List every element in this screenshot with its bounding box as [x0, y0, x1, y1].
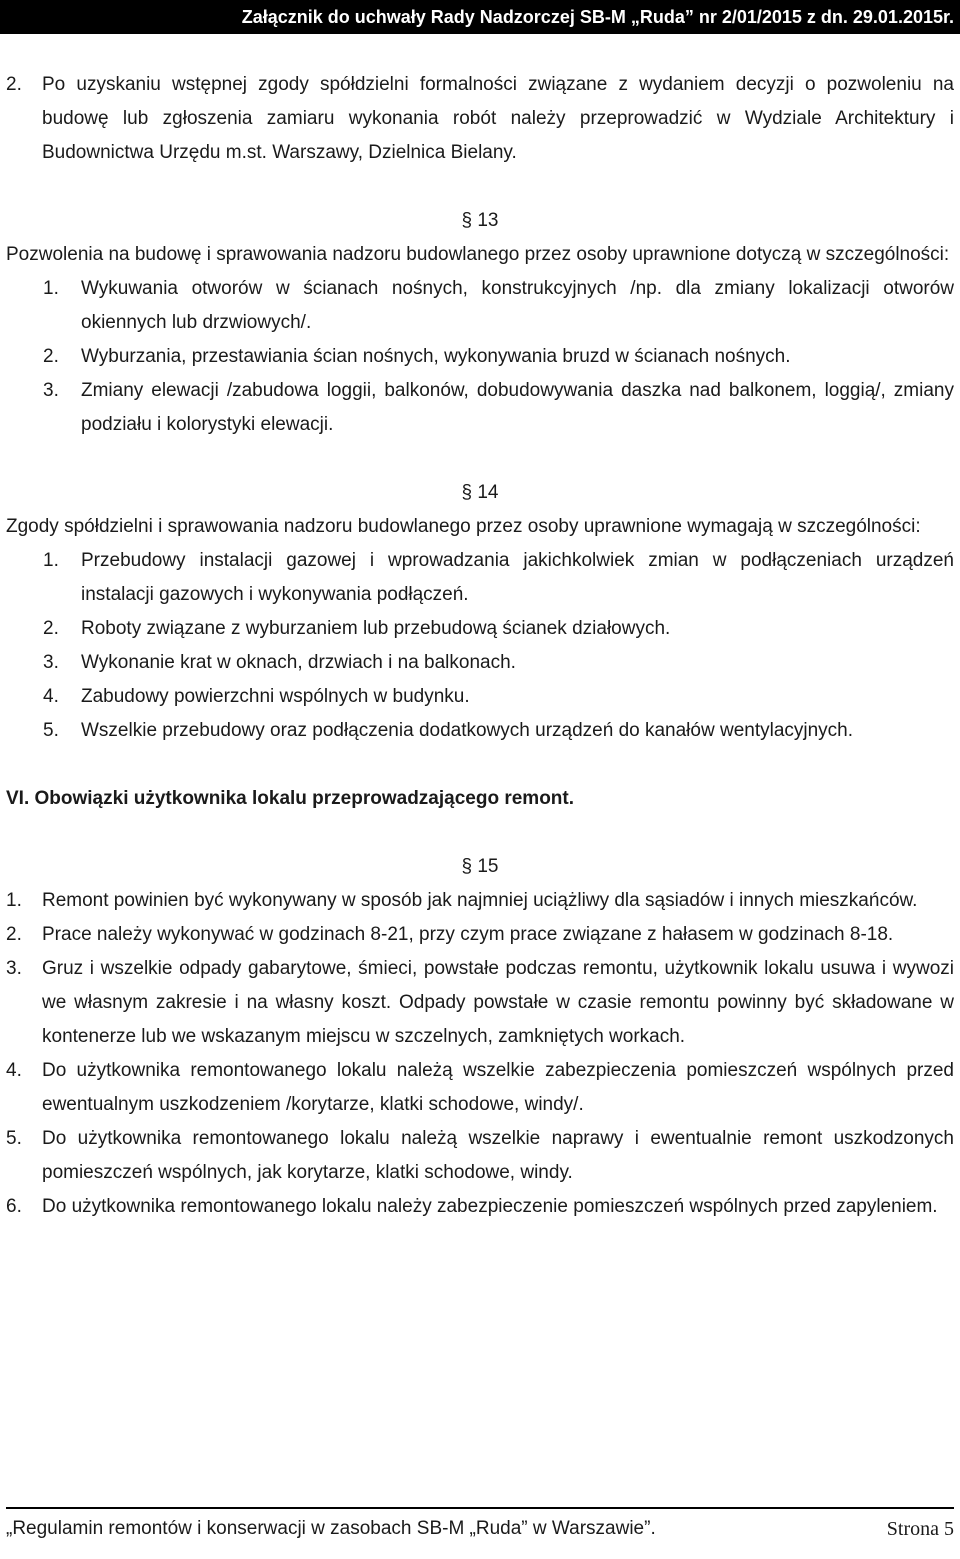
- page-header: [0, 0, 960, 34]
- section-15-list: [6, 884, 954, 1224]
- intro-text: Po uzyskaniu wstępnej zgody spółdzielni formalności związane z wydaniem decyzji o pozwoleniu na budowę lub zgłoszenia zamiaru wykonania robót należy przeprowadzić w Wydziale Architektury i Budownictwa Urzędu m.st. Warszawy, Dzielnica Bielany.: [42, 74, 954, 163]
- list-item: 4. Do użytkownika remontowanego lokalu należą wszelkie zabezpieczenia pomieszczeń wspólnych przed ewentualnym uszkodzeniem /korytarze, klatki schodowe, windy/.: [6, 1060, 954, 1115]
- list-item: 5. Do użytkownika remontowanego lokalu należą wszelkie naprawy i ewentualnie remont uszkodzonych pomieszczeń wspólnych, jak korytarze, klatki schodowe, windy.: [6, 1128, 954, 1183]
- list-item: 5. Wszelkie przebudowy oraz podłączenia dodatkowych urządzeń do kanałów wentylacyjnych.: [43, 720, 854, 741]
- list-item: 2. Wyburzania, przestawiania ścian nośnych, wykonywania bruzd w ścianach nośnych.: [43, 346, 791, 367]
- section-13-list: [6, 272, 954, 442]
- section-13-lead: Pozwolenia na budowę i sprawowania nadzoru budowlanego przez osoby uprawnione dotyczą w szczególności:: [6, 244, 950, 265]
- list-item: 6. Do użytkownika remontowanego lokalu należy zabezpieczenie pomieszczeń wspólnych przed zapyleniem.: [6, 1196, 938, 1217]
- list-item: 2. Prace należy wykonywać w godzinach 8-21, przy czym prace związane z hałasem w godzinach 8-18.: [6, 924, 894, 945]
- page-number: Strona 5: [886, 1518, 954, 1540]
- section-14-title: § 14: [461, 482, 499, 503]
- section-13-title: § 13: [461, 210, 499, 231]
- footer-title: „Regulamin remontów i konserwacji w zasobach SB-M „Ruda” w Warszawie”.: [6, 1518, 656, 1539]
- list-item: 3. Wykonanie krat w oknach, drzwiach i na balkonach.: [43, 652, 516, 673]
- list-item: 2. Roboty związane z wyburzaniem lub przebudową ścianek działowych.: [43, 618, 671, 639]
- section-14-lead: Zgody spółdzielni i sprawowania nadzoru budowlanego przez osoby uprawnione wymagają w szczególności:: [6, 516, 921, 537]
- list-item: 1. Przebudowy instalacji gazowej i wprowadzania jakichkolwiek zmian w podłączeniach urządzeń instalacji gazowych i wykonywania podłączeń.: [43, 550, 954, 605]
- list-item: 1. Remont powinien być wykonywany w sposób jak najmniej uciążliwy dla sąsiadów i innych mieszkańców.: [6, 890, 918, 911]
- list-item: 1. Wykuwania otworów w ścianach nośnych, konstrukcyjnych /np. dla zmiany lokalizacji otworów okiennych lub drzwiowych/.: [43, 278, 954, 333]
- intro-paragraph: [6, 68, 954, 170]
- list-item: 3. Zmiany elewacji /zabudowa loggii, balkonów, dobudowywania daszka nad balkonem, loggią/, zmiany podziału i kolorystyki elewacji.: [43, 380, 954, 435]
- list-item: 4. Zabudowy powierzchni wspólnych w budynku.: [43, 686, 470, 707]
- section-15-title: § 15: [461, 856, 499, 877]
- chapter-heading: VI. Obowiązki użytkownika lokalu przeprowadzającego remont.: [6, 788, 575, 809]
- list-item: 3. Gruz i wszelkie odpady gabarytowe, śmieci, powstałe podczas remontu, użytkownik lokalu usuwa i wywozi we własnym zakresie i na własny koszt. Odpady powstałe w czasie remontu powinny być składowane w kontenerze lub we wskazanym miejscu w szczelnych, zamkniętych workach.: [6, 958, 954, 1047]
- page-footer: [6, 1507, 954, 1549]
- intro-number: 2.: [6, 74, 22, 95]
- header-text: Załącznik do uchwały Rady Nadzorczej SB-M „Ruda” nr 2/01/2015 z dn. 29.01.2015r.: [241, 7, 954, 27]
- section-14-list: [6, 544, 954, 748]
- document-body: [6, 68, 954, 1224]
